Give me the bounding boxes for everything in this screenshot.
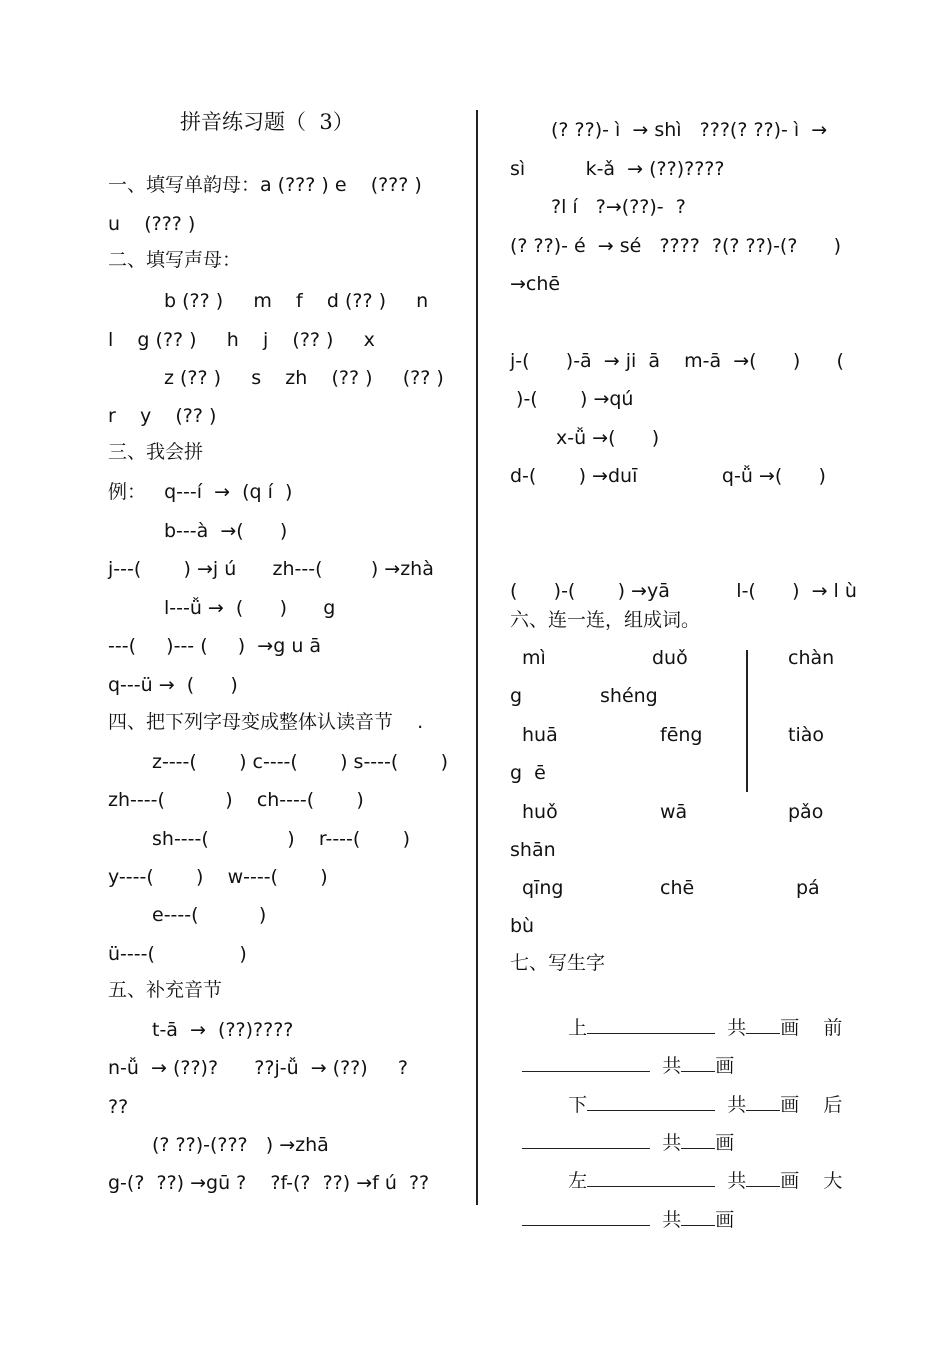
section-5-line-3: ??: [108, 1096, 129, 1118]
section-3-line-1: b---à →( ): [164, 520, 288, 542]
fill-line-10: ( )-( ) →yā l-( ) → l ù: [510, 580, 857, 602]
label-gong: 共: [662, 1132, 682, 1154]
word-che: chē: [660, 877, 695, 899]
label-hua: 画: [780, 1094, 800, 1116]
stroke-count-blank[interactable]: [746, 1015, 780, 1034]
char-da: 大: [823, 1170, 843, 1192]
char-zuo: 左: [568, 1170, 588, 1192]
label-hua: 画: [715, 1209, 735, 1231]
section-3-line-5: q---ü → ( ): [108, 674, 238, 696]
word-pa: pá: [796, 877, 820, 899]
label-gong: 共: [727, 1094, 747, 1116]
section-4-line-4: y----( ) w----( ): [108, 866, 328, 888]
section-4-line-2: zh----( ) ch----( ): [108, 789, 364, 811]
answer-blank[interactable]: [522, 1207, 650, 1226]
match-divider: [746, 650, 748, 792]
word-feng: fēng: [660, 724, 703, 746]
fill-line-8: x-ǚ →( ): [556, 427, 660, 449]
write-row-da: [510, 1183, 734, 1232]
fill-line-2: sì k-ǎ → (??)????: [510, 158, 725, 180]
word-duo: duǒ: [652, 647, 688, 669]
word-chan: chàn: [788, 647, 835, 669]
section-5-line-5: g-(? ??) →gū ? ?f-(? ??) →f ú ??: [108, 1172, 430, 1194]
char-xia: 下: [568, 1094, 588, 1116]
label-hua: 画: [780, 1017, 800, 1039]
section-4-line-5: e----( ): [152, 904, 267, 926]
section-3-example: 例： q---í → (q í ): [108, 481, 293, 503]
section-4-line-3: sh----( ) r----( ): [152, 828, 410, 850]
label-hua: 画: [715, 1132, 735, 1154]
fill-line-9: d-( ) →duī q-ǚ →( ): [510, 465, 826, 487]
section-2-line-1: b (?? ) m f d (?? ) n: [164, 290, 429, 312]
section-3-line-2: j---( ) →j ú zh---( ) →zhà: [108, 558, 434, 580]
section-5-heading: 五、补充音节: [108, 979, 223, 1001]
stroke-count-blank[interactable]: [746, 1168, 780, 1187]
section-6-heading: 六、连一连，组成词。: [510, 609, 701, 631]
char-shang: 上: [568, 1017, 588, 1039]
section-1-line-1: 一、填写单韵母：a (??? ) e (??? ): [108, 174, 422, 196]
column-divider: [476, 110, 478, 1205]
fill-line-5: →chē: [510, 273, 561, 295]
word-g: g: [510, 685, 523, 707]
section-7-heading: 七、写生字: [510, 952, 606, 974]
section-4-line-6: ü----( ): [108, 943, 247, 965]
word-shan: shān: [510, 839, 556, 861]
word-huo: huǒ: [522, 801, 558, 823]
label-gong: 共: [662, 1055, 682, 1077]
fill-line-7: )-( ) →qú: [510, 388, 634, 410]
word-hua: huā: [522, 724, 558, 746]
word-tiao: tiào: [788, 724, 824, 746]
section-2-line-3: z (?? ) s zh (?? ) (?? ): [164, 367, 444, 389]
section-2-heading: 二、填写声母：: [108, 249, 242, 271]
label-gong: 共: [727, 1170, 747, 1192]
fill-line-3: ?l í ?→(??)- ?: [551, 196, 686, 218]
section-5-line-4: (? ??)-(??? ) →zhā: [152, 1134, 329, 1156]
fill-line-1: (? ??)- ì → shì ???(? ??)- ì →: [551, 119, 828, 141]
label-hua: 画: [780, 1170, 800, 1192]
word-pao: pǎo: [788, 801, 824, 823]
word-ge: g ē: [510, 762, 546, 784]
section-4-line-1: z----( ) c----( ) s----( ): [152, 751, 448, 773]
fill-line-6: j-( )-ā → ji ā m-ā →( ) (: [510, 350, 844, 372]
stroke-count-blank[interactable]: [681, 1207, 715, 1226]
stroke-count-blank[interactable]: [746, 1092, 780, 1111]
label-gong: 共: [662, 1209, 682, 1231]
label-gong: 共: [727, 1017, 747, 1039]
section-3-heading: 三、我会拼: [108, 441, 204, 463]
section-2-line-2: l g (?? ) h j (?? ) x: [108, 329, 375, 351]
page-title: 拼音练习题（ 3）: [180, 110, 354, 134]
label-hua: 画: [715, 1055, 735, 1077]
section-5-line-1: t-ā → (??)????: [152, 1019, 294, 1041]
word-sheng: shéng: [600, 685, 658, 707]
word-bu: bù: [510, 915, 535, 937]
char-hou: 后: [823, 1094, 843, 1116]
fill-line-4: (? ??)- é → sé ???? ?(? ??)-(? ): [510, 235, 842, 257]
section-5-line-2: n-ǚ → (??)? ??j-ǚ → (??) ?: [108, 1057, 408, 1079]
word-mi: mì: [522, 647, 546, 669]
char-qian: 前: [823, 1017, 843, 1039]
section-1-line-2: u (??? ): [108, 213, 196, 235]
section-3-line-3: l---ǚ → ( ) g: [164, 597, 336, 619]
word-wa: wā: [660, 801, 688, 823]
section-4-heading: 四、把下列字母变成整体认读音节 .: [108, 711, 424, 733]
section-2-line-4: r y (?? ): [108, 405, 217, 427]
word-qing: qīng: [522, 877, 564, 899]
section-3-line-4: ---( )--- ( ) →g u ā: [108, 635, 322, 657]
